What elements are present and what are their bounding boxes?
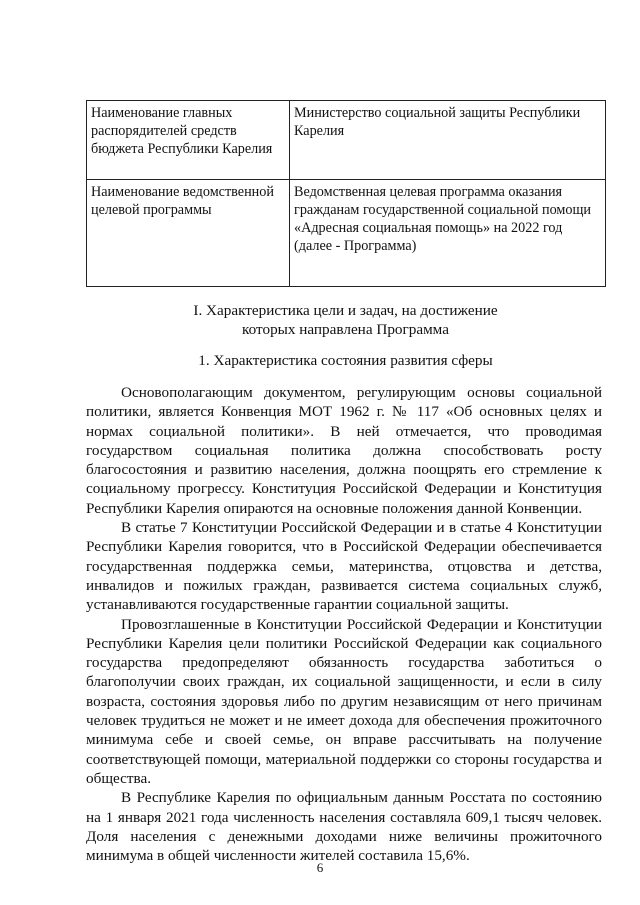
body-text: [86, 383, 602, 865]
table-cell-label: Наименование главных распорядителей средств бюджета Республики Карелия: [87, 101, 290, 180]
section-title: [86, 301, 605, 339]
table-cell-label: Наименование ведомственной целевой программы: [87, 180, 290, 287]
section-title-line: I. Характеристика цели и задач, на достижение: [193, 302, 498, 319]
page-number: 6: [316, 860, 324, 875]
table-cell-value: Министерство социальной защиты Республики Карелия: [290, 101, 606, 180]
paragraph: Провозглашенные в Конституции Российской Федерации и Конституции Республики Карелия цели политики Российской Федерации как социального государства предопределяют обязанность государства заботиться о благополучии своих граждан, их социальной защищенности, и если в силу возраста, состояния здоровья либо по другим независящим от него причинам человек трудиться не может и не имеет дохода для обеспечения прожиточного минимума себе и своей семье, он вправе рассчитывать на получение соответствующей помощи, материальной поддержки со стороны государства и общества.: [86, 615, 602, 787]
paragraph: В статье 7 Конституции Российской Федерации и в статье 4 Конституции Республики Карелия говорится, что в Российской Федерации обеспечивается государственная поддержка семьи, материнства, отцовства и детства, инвалидов и пожилых граждан, развивается система социальных служб, устанавливаются государственные гарантии социальной защиты.: [86, 519, 602, 614]
paragraph: Основополагающим документом, регулирующим основы социальной политики, является Конвенция МОТ 1962 г. № 117 «Об основных целях и нормах социальной политики». В ней отмечается, что проводимая государством социальная политика должна способствовать росту благосостояния и развитию населения, должна поощрять его стремление к социальному прогрессу. Конституция Российской Федерации и Конституция Республики Карелия опираются на основные положения данной Конвенции.: [86, 384, 602, 517]
paragraph: В Республике Карелия по официальным данным Росстата по состоянию на 1 января 2021 года численность населения составляла 609,1 тысяч человек. Доля населения с денежными доходами ниже величины прожиточного минимума в общей численности жителей составила 15,6%.: [86, 789, 602, 865]
section-subtitle: 1. Характеристика состояния развития сферы: [198, 352, 493, 369]
table-row: [87, 180, 606, 287]
program-info-table: [86, 100, 606, 287]
table-row: [87, 101, 606, 180]
table-cell-value: Ведомственная целевая программа оказания гражданам государственной социальной помощи «Адресная социальная помощь» на 2022 год (далее - Программа): [290, 180, 606, 287]
section-title-line: которых направлена Программа: [242, 321, 449, 338]
